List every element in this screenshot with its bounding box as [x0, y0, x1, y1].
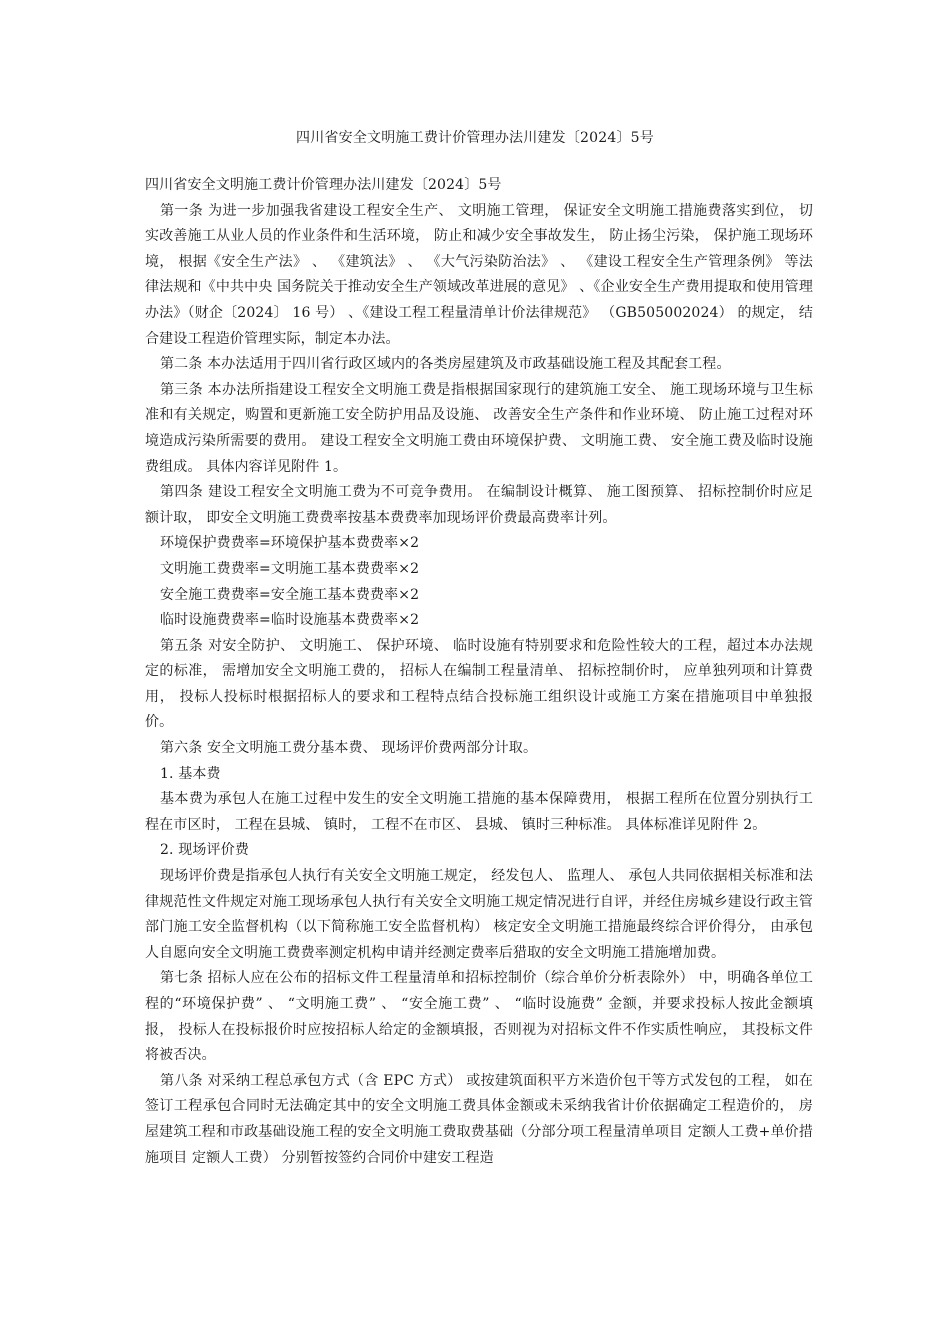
formula-civilized: 文明施工费费率=文明施工基本费费率×2 [160, 560, 420, 577]
basic-fee-text: 基本费为承包人在施工过程中发生的安全文明施工措施的基本保障费用， 根据工程所在位置分别执行工程在市区时， 工程在县城、 镇时， 工程不在市区、 县城、 镇时三种标准。 具体标准详见附件 2。 [145, 791, 813, 833]
subheading-site-evaluation-fee: 2. 现场评价费 [160, 842, 250, 859]
formula-safety: 安全施工费费率=安全施工基本费费率×2 [160, 586, 420, 603]
subheading-basic-fee: 1. 基本费 [160, 765, 221, 782]
body-heading: 四川省安全文明施工费计价管理办法川建发〔2024〕5号 [145, 177, 502, 193]
article-3: 第三条 本办法所指建设工程安全文明施工费是指根据国家现行的建筑施工安全、 施工现场环境与卫生标准和有关规定，购置和更新施工安全防护用品及设施、 改善安全生产条件和作业环境、 防止施工过程对环境造成污染所需要的费用。 建设工程安全文明施工费由环境保护费、 文明施工费、 安全施工费及临时设施费组成。 具体内容详见附件 1。 [145, 381, 813, 475]
site-evaluation-fee-text: 现场评价费是指承包人执行有关安全文明施工规定， 经发包人、 监理人、 承包人共同依据相关标准和法律规范性文件规定对施工现场承包人执行有关安全文明施工规定情况进行自评，并经住房城乡建设行政主管部门施工安全监督机构（以下简称施工安全监督机构） 核定安全文明施工措施最终综合评价得分， 由承包人自愿向安全文明施工费费率测定机构申请并经测定费率后猎取的安全文明施工措施增加费。 [145, 868, 813, 961]
formula-temporary: 临时设施费费率=临时设施基本费费率×2 [160, 612, 420, 629]
document-body [145, 173, 813, 1171]
article-6: 第六条 安全文明施工费分基本费、 现场评价费两部分计取。 [160, 740, 538, 757]
article-7: 第七条 招标人应在公布的招标文件工程量清单和招标控制价（综合单价分析表除外） 中，明确各单位工程的“环境保护费” 、 “文明施工费” 、 “安全施工费” 、 “临时设施费” 金额，并要求投标人按此金额填报， 投标人在投标报价时应按招标人给定的金额填报，否则视为对招标文件不作实质性响应， 其投标文件将被否决。 [145, 970, 813, 1064]
article-4: 第四条 建设工程安全文明施工费为不可竞争费用。 在编制设计概算、 施工图预算、 招标控制价时应足额计取， 即安全文明施工费费率按基本费费率加现场评价费最高费率计列。 [145, 484, 813, 526]
document-title: 四川省安全文明施工费计价管理办法川建发〔2024〕5号 [296, 130, 654, 146]
article-5: 第五条 对安全防护、 文明施工、 保护环境、 临时设施有特别要求和危险性较大的工程，超过本办法规定的标准， 需增加安全文明施工费的， 招标人在编制工程量清单、 招标控制价时， 应单独列项和计算费用， 投标人投标时根据招标人的要求和工程特点结合投标施工组织设计或施工方案在措施项目中单独报价。 [145, 637, 813, 731]
article-1: 第一条 为进一步加强我省建设工程安全生产、 文明施工管理， 保证安全文明施工措施费落实到位， 切实改善施工从业人员的作业条件和生活环境， 防止和减少安全事故发生， 防止扬尘污染， 保护施工现场环境， 根据《安全生产法》 、 《建筑法》 、 《大气污染防治法》 、 《建设工程安全生产管理条例》 等法律法规和《中共中央 国务院关于推动安全生产领域改革进展的意见》 、《企业安全生产费用提取和使用管理办法》（财企〔2024〕 16 号） 、《建设工程工程量清单计价法律规范》 （GB505002024） 的规定， 结合建设工程造价管理实际，制定本办法。 [145, 202, 813, 347]
article-2: 第二条 本办法适用于四川省行政区域内的各类房屋建筑及市政基础设施工程及其配套工程。 [160, 356, 731, 373]
formula-environmental: 环境保护费费率=环境保护基本费费率×2 [160, 535, 420, 552]
article-8: 第八条 对采纳工程总承包方式（含 EPC 方式） 或按建筑面积平方米造价包干等方式发包的工程， 如在签订工程承包合同时无法确定其中的安全文明施工费具体金额或未采纳我省计价依据确定工程造价的， 房屋建筑工程和市政基础设施工程的安全文明施工费取费基础（分部分项工程量清单项目 定额人工费+单价措施项目 定额人工费） 分别暂按签约合同价中建安工程造 [145, 1072, 813, 1166]
